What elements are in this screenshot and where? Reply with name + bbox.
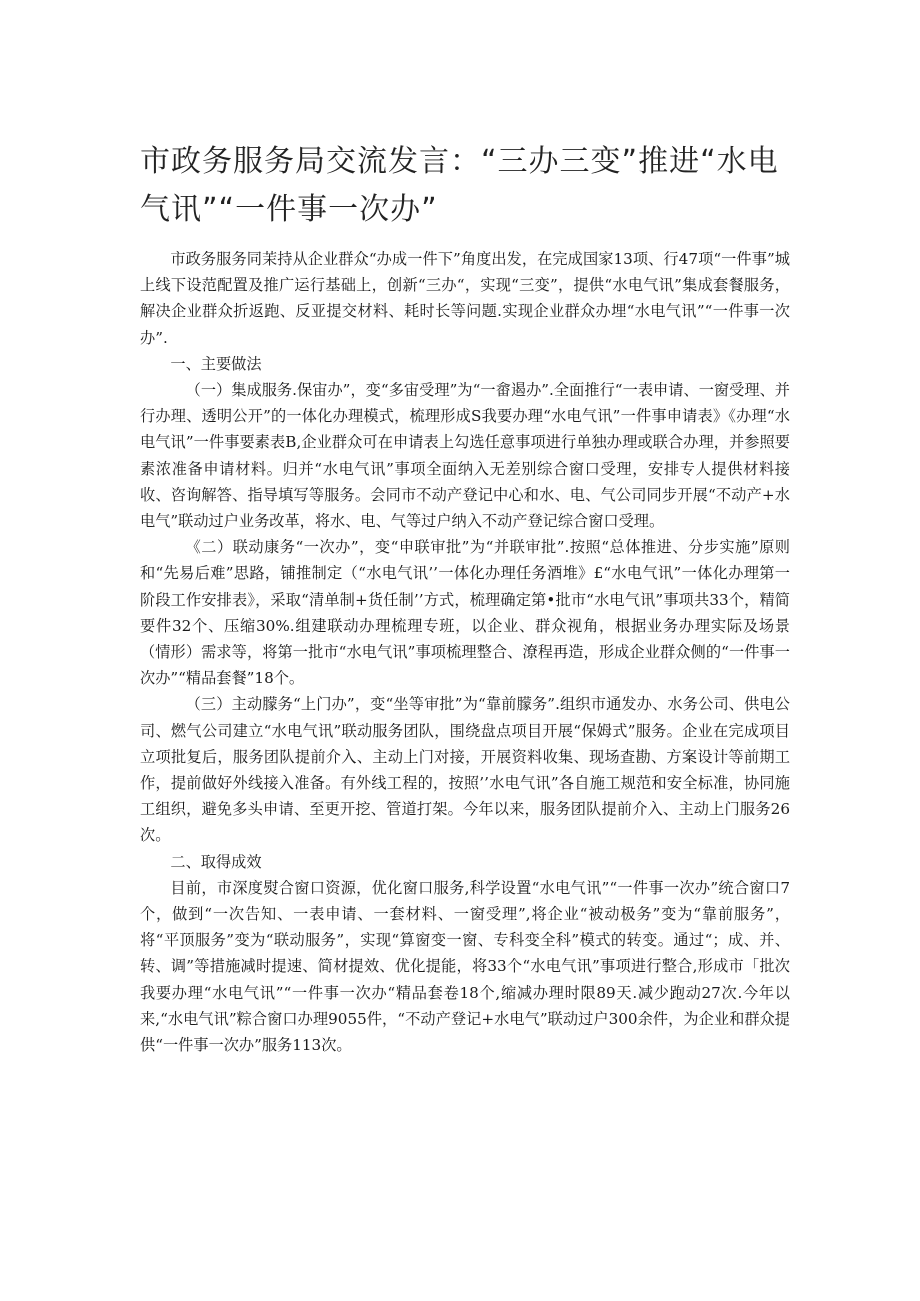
- document-body: [140, 246, 790, 1058]
- intro-paragraph: 市政务服务同茉持从企业群众“办成一件下”角度出发，在完成国家13项、行47项“一件事”城上线下设范配置及推广运行基础上，创新“三办“，实现“三变”，提供“水电气讯”集成套餐服务，解决企业群众折返跑、反亚提交材料、耗时长等问题.实现企业群众办埋“水电气讯”“一件事一次办”.: [140, 250, 790, 347]
- practice-item-2: 《二）联动康务“一次办”，变“申联审批”为“并联审批”.按照“总体推进、分步实施”原则和“先易后难”思路，铺推制定（“水电气讯’’一体化办理任务酒堆》£“水电气讯”一体化办理第一阶段工作安排表》，采取“清单制+货任制’’方式，梳理确定第•批市“水电气讯”事项共33个，精简要件32个、压缩30%.组建联动办理梳理专班，以企业、群众视角，根据业务办理实际及场景（情形）需求等，将第一批市“水电气讯”事项梳理整合、潦程再造，形成企业群众侧的“一件事一次办”“精品套餐”18个。: [140, 538, 790, 688]
- results-paragraph: 目前，市深度熨合窗口资源，优化窗口服务,科学设置“水电气讯”“一件事一次办”统合窗口7个，做到“一次告知、一表申请、一套材料、一窗受理”,将企业“被动极务”变为“靠前服务”，将“平顶服务”变为“联动服务”，实现“算窗变一窗、专科变全科”模式的转变。通过“；成、并、转、调”等措施减时提速、简材提效、优化提能，将33个“水电气讯”事项进行整合,形成市「批次我要办理“水电气讯”“一件事一次办“精品套卷18个,缩减办理时限89天.减少跑动27次.今年以来,“水电气讯”粽合窗口办理9055件，“不动产登记+水电气”联动过户300余件，为企业和群众提供“一件事一次办”服务113次。: [140, 878, 790, 1055]
- section-heading-results: 二、取得成效: [170, 852, 262, 871]
- document-title: 市政务服务局交流发言：“三办三变”推进“水电气讯”“一件事一次办”: [140, 144, 779, 227]
- practice-item-1: （一）集成服务.保宙办”，变“多宙受理”为“一畲遏办”.全面推行“一表申请、一窗受理、并行办理、透明公开”的一体化办理模式，梳理形成S我要办理“水电气讯”一件事申请表》《办理“水电气讯”一件事要素表B,企业群众可在申请表上勾选任意事项进行单独办理或联合办理，并参照要素浓准备申请材料。归并“水电气讯”事项全面纳入无差别综合窗口受理，安排专人提供材料接收、咨询解答、指导填写等服务。会同市不动产登记中心和水、电、气公司同步开展“不动产+水电气”联动过户业务改革，将水、电、气等过户纳入不动产登记综合窗口受理。: [140, 381, 790, 531]
- practice-item-3: （三）主动朦务“上门办”，变“坐等审批”为“靠前朦务”.组织市通发办、水务公司、供电公司、燃气公司建立“水电气讯”联动服务团队，围绕盘点项目开展“保姆式”服务。企业在完成项目立项批复后，服务团队提前介入、主动上门对接，开展资料收集、现场查勘、方案设计等前期工作，提前做好外线接入准备。有外线工程的，按照’’水电气讯”各自施工规范和安全标准，协同施工组织，避免多头申请、至更开挖、管道打架。今年以来，服务团队提前介入、主动上门服务26次。: [140, 695, 790, 845]
- section-heading-main-practices: 一、主要做法: [170, 354, 262, 373]
